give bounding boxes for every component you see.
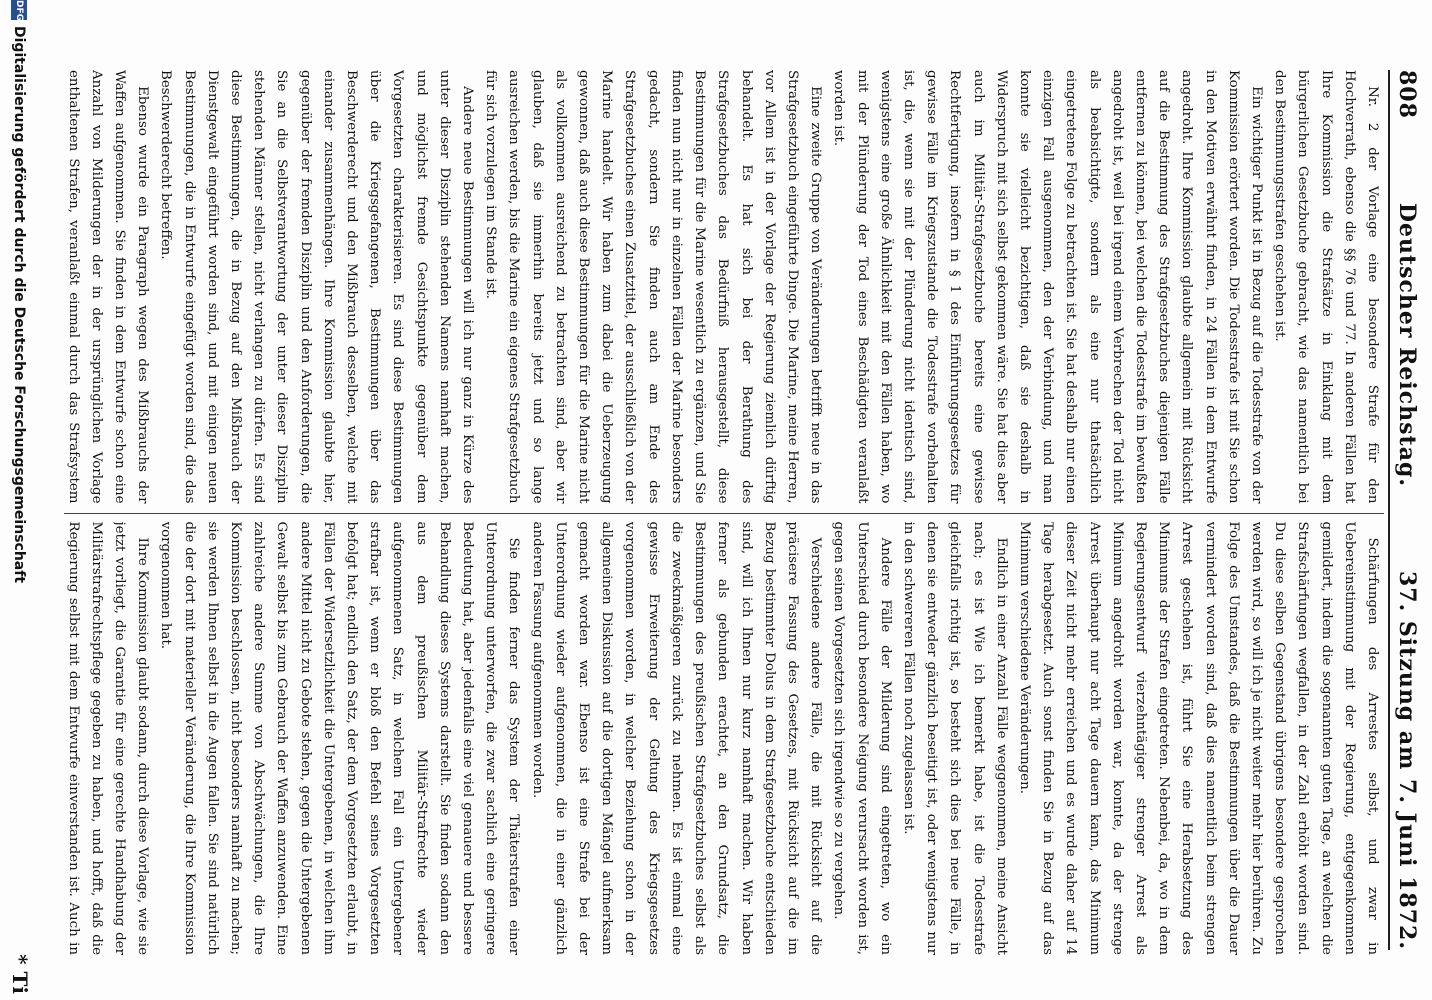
paragraph: Eine zweite Gruppe von Veränderungen betrifft neue in das Strafgesetzbuch eingeführte Dinge. Die Marine, meine Herren, vor Allem ist in der Vorlage der Regierung ziemlich dürftig behandelt. Es hat sich bei der Berathung des Strafgesetzbuches das Bedürfniß herausgestellt, diese Bestimmungen für die Marine wesentlich zu ergänzen, und Sie finden nun nicht nur in einzelnen Fällen der Marine besonders gedacht, sondern Sie finden auch am Ende des Strafgesetzbuches einen Zusatztitel, der ausschließlich von der Marine handelt. Wir haben zum dabei die Ueberzeugung gewonnen, daß auch diese Bestimmungen für die Marine nicht als vollkommen ausreichend zu betrachten sind, aber wir glauben, daß sie immerhin bereits jetzt und so lange ausreichen werden, bis die Marine ein eigenes Strafgesetzbuch für sich vorzulegen im Stande ist. (483, 70, 824, 504)
column-right (64, 522, 1384, 956)
page-marker: * Ti (8, 954, 32, 994)
session-title: 37. Sitzung am 7. Juni 1872. (1394, 570, 1420, 950)
paragraph: Verschiedene andere Fälle, die mit Rücksicht auf die präcisere Fassung des Gesetzes, mit Rücksicht auf die im Bezug bestimmter Dolus in dem Strafgesetzbuche entschieden sind, will ich Ihnen nur kurz namhaft machen. Wir haben ferner als gebunden erachtet, an den Grundsatz, die Bestimmungen des preußischen Strafgesetzbuches selbst als die zweckmäßigeren zurück zu nehmen. Es ist einmal eine gewisse Erweiterung der Geltung des Kriegsgesetzes vorgenommen worden, in welcher Beziehung schon in der allgemeinen Diskussion auf die dortigen Mängel aufmerksam gemacht worden war. Ebenso ist eine Strafe bei der Unterordnung wieder aufgenommen, die in einer gänzlich anderen Fassung aufgenommen worden. (529, 521, 824, 955)
page-header (1390, 70, 1424, 950)
paragraph: Nr. 2 der Vorlage eine besondere Strafe für den Hochverrath, ebenso die §§ 76 und 77. In anderen Fällen hat Ihre Kommission die Strafsätze in Einklang mit dem bürgerlichen Gesetzbuche gebracht, wie das namentlich bei den Bestimmungsstrafen geschehen ist. (1272, 70, 1380, 504)
paragraph: Andere Fälle der Milderung sind eingetreten, wo ein Unterschied durch besondere Neigung verursacht worden ist, gegen seinen Vorgesetzten sich irgendwie so zu vergehen. (831, 521, 893, 955)
page-number: 808 (1394, 70, 1420, 119)
paragraph: Endlich in einer Anzahl Fälle weggenommen, meine Ansicht nach; es ist Wie ich bemerkt habe, ist die Todesstrafe gleichfalls richtig ist, so besteht sich dies bei neue Fälle, in denen sie entweder gänzlich beseitigt ist, oder wenigstens nur in den schwereren Fällen noch zugelassen ist. (900, 521, 1009, 955)
digitization-credit (4, 0, 34, 1000)
paragraph: Ihre Kommission glaubt sodann, durch diese Vorlage, wie sie jetzt vorliegt, die Garantie für eine gerechte Handhabung der Militärstrafrechtspflege gegeben zu haben, und hofft, daß die Regierung selbst mit dem Entwurfe einverstanden ist. Auch in (65, 521, 151, 955)
paragraph: Andere neue Bestimmungen will ich nur ganz in Kürze des unter dieser Disziplin stehenden Namens namhaft machen, und möglichst fremde Gesichtspunkte gegenüber dem Vorgesetzten charakterisieren. Es sind diese Bestimmungen über die Kriegsgefangenen, Bestimmungen über das Beschwerderecht und den Mißbrauch desselben, welche mit einander zusammenhängen. Ihre Kommission glaubte hier, gegenüber der fremden Disziplin und den Anforderungen, die Sie an die Selbstverantwortung der unter dieser Disziplin stehenden Männer stellen, nicht verlangen zu dürfen. Es sind diese Bestimmungen, die in Bezug auf den Mißbrauch der Dienstgewalt eingeführt worden sind, und mit einigen neuen Bestimmungen, die in Entwurfe eingefügt worden sind, die das Beschwerderecht betreffen. (158, 70, 476, 504)
paragraph: Sie finden ferner das System der Thäterstrafen einer Unterordnung unterworfen, die zwar sachlich eine geringere Bedeutung hat, aber jedenfalls eine viel genauere und bessere Behandlung dieses Systems darstellt. Sie finden sodann den aus dem preußischen Militär-Strafrechte wieder aufgenommenen Satz, in welchem Fall ein Untergebener strafbar ist, wenn er bloß den Befehl seines Vorgesetzten befolgt hat; endlich den Satz, der dem Vorgesetzten erlaubt, in Fällen der Widersetzlichkeit die Untergebenen, in welchen ihm andere Mittel nicht zu Gebote stehen, gegen die Untergebenen Gewalt selbst bis zum Gebrauch der Waffen anzuwenden. Eine zahlreiche andere Summe von Abschwächungen, die Ihre Kommission beschlossen, nicht besonders namhaft zu machen; sie werden Ihnen selbst in die Augen fallen. Sie sind natürlich die der dort mit materieller Veränderung, die Ihre Kommission vorgenommen hat. (158, 521, 522, 955)
page-title: Deutscher Reichstag. (1394, 202, 1420, 488)
column-left (64, 70, 1384, 504)
paragraph: Ebenso wurde ein Paragraph wegen des Mißbrauchs der Waffen aufgenommen. Sie finden in dem Entwurfe schon eine Anzahl von Milderungen der in der ursprünglichen Vorlage enthaltenen Strafen, veranlaßt einmal durch das Strafsystem (65, 70, 151, 504)
paragraph: Ein wichtiger Punkt ist in Bezug auf die Todesstrafe von der Kommission erörtert worden. Die Todesstrafe ist mit Sie schon in den Motiven erwähnt finden, in 24 Fällen in dem Entwurfe angedroht. Ihre Kommission glaubte allgemein mit Rücksicht auf die Bestimmung des Strafgesetzbuches diejenigen Fälle entfernen zu können, bei welchen die Todesstrafe im bewußten angedroht ist, weil bei irgend einem Verbrechen der Tod nicht als beabsichtigte, sondern als eine nur thatsächlich eingetretene Folge zu betrachten ist. Sie hat deshalb nur einen einzigen Fall ausgenommen, den der Verbindung, und man konnte sie vielleicht bezichtigen, daß sie deshalb in Widerspruch mit sich selbst gekommen wäre. Sie hat dies aber auch im Militär-Strafgesetzbuche bereits eine gewisse Rechtfertigung, insofern in § 1 des Einführungsgesetzes für gewisse Fälle im Kriegszustande die Todesstrafe vorbehalten ist, die, wenn sie mit der Plünderung nicht identisch sind, wenigstens eine große Ähnlichkeit mit den Fällen haben, wo mit der Plünderung der Tod eines Beschädigten veranlaßt worden ist. (831, 70, 1264, 504)
header-rule (1388, 70, 1390, 950)
column-divider (64, 513, 1384, 514)
dfg-logo-icon: DFG (11, 0, 27, 20)
paragraph: Schärfungen des Arrestes selbst, und zwar in Uebereinstimmung mit der Regierung, entgegenkommen gemildert, indem die sogenannten guten Tage, an welchen die Strafschärfungen wegfallen, in der Zahl erhöht worden sind. Du diese selben Gegenstand übrigens besondere gesprochen werden wird, so will ich je nicht weiter mehr hier berühren. Zu Folge des Umstandes, daß die Bestimmungen über die Dauer vermindert worden sind, daß dies namentlich beim strengen Arrest geschehen ist, führt Sie eine Herabsetzung des Minimums der Strafen eingetreten. Nebenbei, da, wo in dem Regierungsentwurf vierzehntägiger strenger Arrest als Minimum angedroht worden war, konnte, da der strenge Arrest überhaupt nur acht Tage dauern kann, das Minimum dieser Zeit nicht mehr erreichen und es wurde daher auf 14 Tage herabgesetzt. Auch sonst finden Sie in Bezug auf das Minimum verschiedene Veränderungen. (1016, 521, 1380, 955)
credit-text: Digitalisierung gefördert durch die Deutsche Forschungsgemeinschaft (11, 26, 27, 584)
